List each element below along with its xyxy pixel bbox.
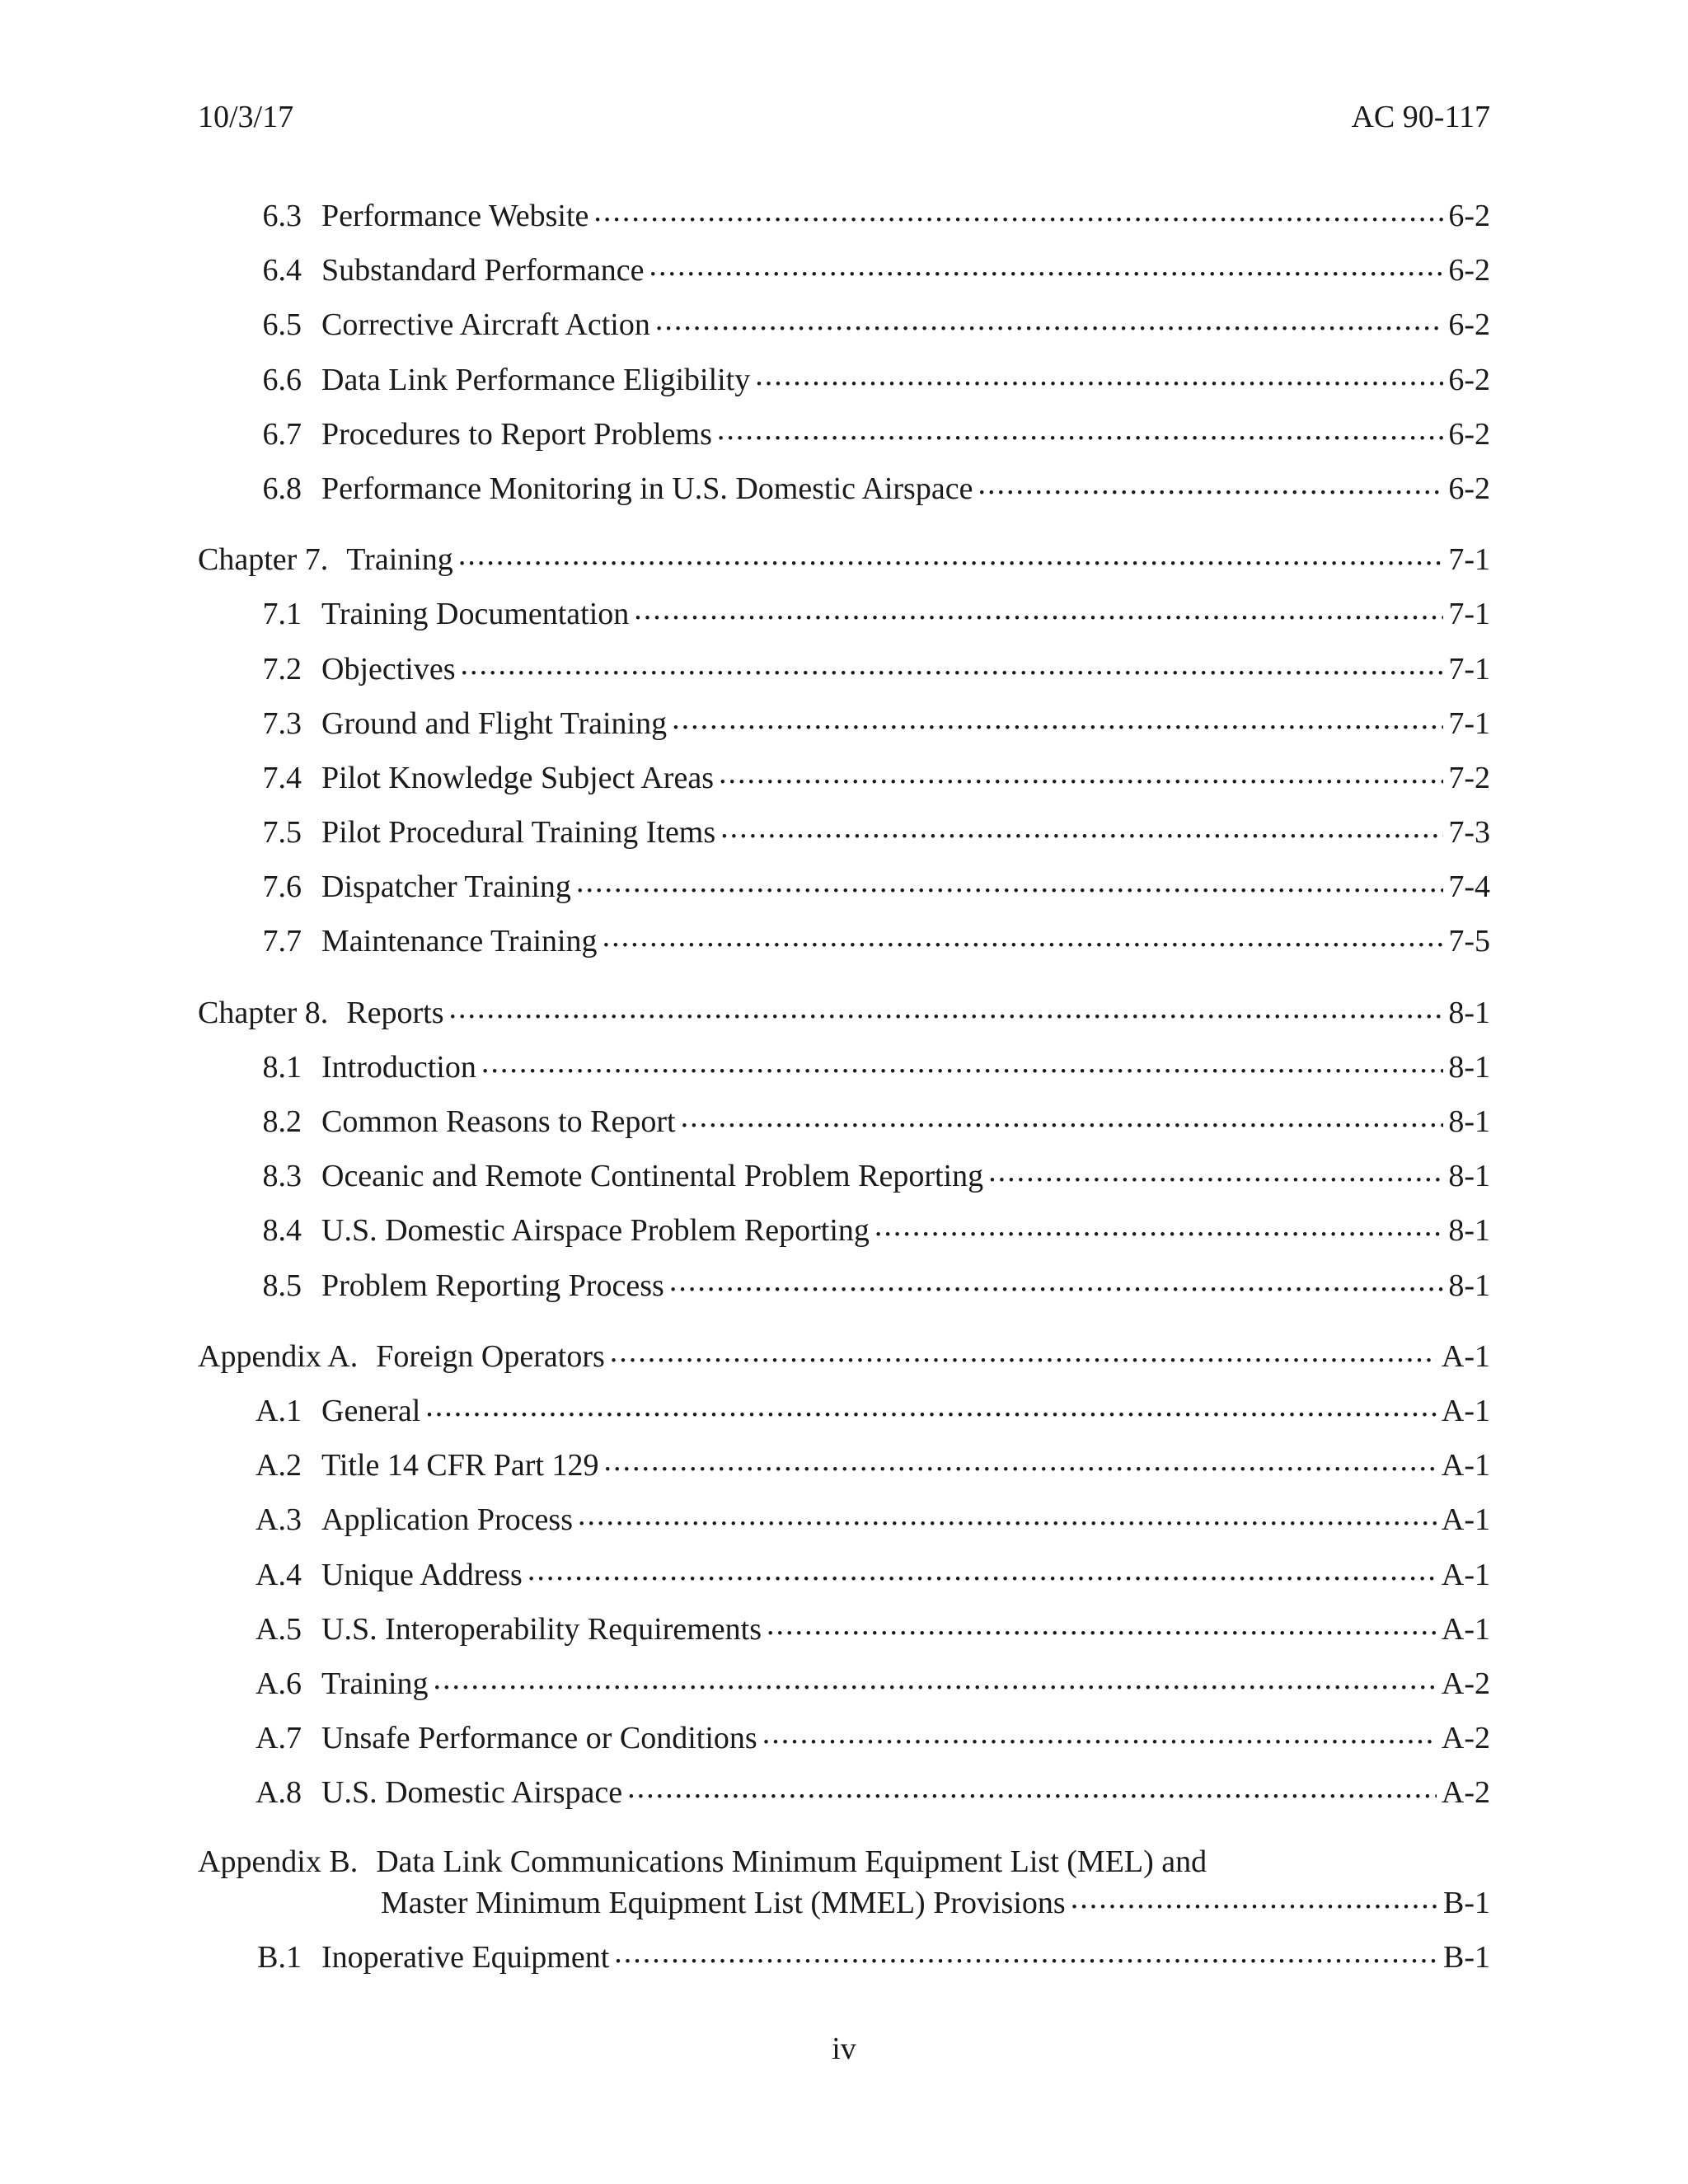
toc-entry-title: Reports <box>346 995 444 1030</box>
toc-entry-number: A.6 <box>256 1666 302 1701</box>
toc-entry-title: Unsafe Performance or Conditions <box>321 1721 757 1756</box>
dot-leader <box>720 811 1443 842</box>
toc-section-entry[interactable] <box>198 865 1490 920</box>
toc-entry-number: 7.1 <box>262 597 302 632</box>
toc-section-entry[interactable] <box>198 249 1490 303</box>
toc-entry-title: Procedures to Report Problems <box>321 416 712 452</box>
toc-entry-title: Dispatcher Training <box>321 869 571 905</box>
toc-entry-page: 8-1 <box>1448 1104 1490 1139</box>
toc-entry-number: 8.1 <box>262 1049 302 1085</box>
toc-section-entry[interactable] <box>198 593 1490 647</box>
toc-entry-page: 6-2 <box>1448 253 1490 288</box>
toc-entry-page: A-1 <box>1441 1338 1490 1374</box>
toc-entry-title: Unique Address <box>321 1557 523 1592</box>
toc-chapter-entry[interactable] <box>198 991 1490 1046</box>
toc-section-entry[interactable] <box>198 1155 1490 1209</box>
toc-section-entry[interactable] <box>198 702 1490 757</box>
toc-entry-title: Foreign Operators <box>376 1338 605 1374</box>
toc-entry-page: 6-2 <box>1448 471 1490 506</box>
toc-entry-number: 7.2 <box>262 651 302 687</box>
toc-entry-page: 6-2 <box>1448 199 1490 233</box>
toc-entry-title: Objectives <box>321 651 456 687</box>
toc-entry-page: 7-1 <box>1448 542 1490 578</box>
toc-entry-number: A.2 <box>256 1448 302 1483</box>
toc-entry-page: B-1 <box>1443 1886 1490 1921</box>
dot-leader <box>481 1046 1443 1077</box>
toc-entry-number: 8.4 <box>262 1213 302 1249</box>
toc-section-entry[interactable] <box>198 920 1490 974</box>
toc-entry-number: A.3 <box>256 1502 302 1538</box>
dot-leader <box>614 1936 1438 1967</box>
toc-entry-number: A.5 <box>256 1611 302 1647</box>
toc-entry-page: A-2 <box>1441 1721 1490 1756</box>
dot-leader <box>717 413 1443 444</box>
toc-entry-page: A-2 <box>1441 1775 1490 1811</box>
page-number: iv <box>832 2032 856 2066</box>
toc-entry-number: 6.6 <box>262 362 302 397</box>
toc-section-entry[interactable] <box>198 467 1490 522</box>
header-document-id: AC 90-117 <box>1351 100 1490 134</box>
page-footer <box>0 2029 1688 2069</box>
toc-list-appendix-b <box>198 1936 1490 1990</box>
dot-leader <box>603 1444 1436 1475</box>
toc-entry-page: 6-2 <box>1448 307 1490 343</box>
toc-entry-title: Application Process <box>321 1502 574 1538</box>
toc-entry-number: A.1 <box>256 1393 302 1428</box>
toc-entry-title: Title 14 CFR Part 129 <box>321 1448 599 1483</box>
dot-leader <box>988 1155 1443 1186</box>
toc-entry-title-line2: Master Minimum Equipment List (MMEL) Provisions <box>381 1886 1066 1921</box>
toc-entry-number: 7.3 <box>262 705 302 741</box>
toc-entry-title: U.S. Interoperability Requirements <box>321 1611 762 1647</box>
toc-entry-page: A-1 <box>1441 1502 1490 1538</box>
toc-entry-number: Chapter 7. <box>198 542 329 578</box>
toc-entry-page: 8-1 <box>1448 1213 1490 1249</box>
toc-section-entry[interactable] <box>198 648 1490 702</box>
toc-entry-number: 7.7 <box>262 924 302 959</box>
toc-entry-number: 7.5 <box>262 815 302 851</box>
toc-entry-page: 8-1 <box>1448 995 1490 1030</box>
toc-section-entry[interactable] <box>198 1264 1490 1319</box>
dot-leader <box>461 648 1444 679</box>
toc-entry-title: Pilot Procedural Training Items <box>321 815 716 851</box>
toc-entry-number: 6.4 <box>262 253 302 288</box>
dot-leader <box>449 991 1444 1023</box>
dot-leader <box>603 920 1444 951</box>
toc-section-entry[interactable] <box>198 1771 1490 1825</box>
toc-chapter-entry[interactable] <box>198 538 1490 593</box>
toc-section-entry[interactable] <box>198 359 1490 413</box>
dot-leader <box>458 538 1444 569</box>
toc-section-entry[interactable] <box>198 1498 1490 1553</box>
toc-entry-page: 7-4 <box>1448 869 1490 905</box>
toc-entry-page: 7-1 <box>1448 705 1490 741</box>
toc-entry-title: Training Documentation <box>321 597 630 632</box>
toc-entry-number: 8.2 <box>262 1104 302 1139</box>
dot-leader <box>978 467 1443 499</box>
dot-leader <box>719 757 1443 788</box>
toc-section-entry[interactable] <box>198 1717 1490 1771</box>
toc-entry-title: Inoperative Equipment <box>321 1940 610 1975</box>
dot-leader <box>649 249 1444 280</box>
dot-leader <box>576 865 1443 897</box>
dot-leader <box>874 1209 1443 1240</box>
toc-section-entry[interactable] <box>198 811 1490 865</box>
dot-leader <box>634 593 1443 624</box>
toc-entry-page: 7-3 <box>1448 815 1490 851</box>
toc-entry-page: B-1 <box>1443 1940 1490 1975</box>
toc-entry-title: Introduction <box>321 1049 476 1085</box>
toc-section-entry[interactable] <box>198 303 1490 358</box>
toc-entry-page: A-1 <box>1441 1448 1490 1483</box>
dot-leader <box>593 194 1443 226</box>
toc-section-entry[interactable] <box>198 1100 1490 1155</box>
toc-entry-page: 8-1 <box>1448 1268 1490 1303</box>
toc-entry-number: A.8 <box>256 1775 302 1811</box>
toc-entry-number: A.7 <box>256 1721 302 1756</box>
toc-entry-number: 6.7 <box>262 416 302 452</box>
dot-leader <box>755 359 1443 390</box>
toc-chapter-entry[interactable] <box>198 1335 1490 1390</box>
toc-section-entry[interactable] <box>198 1390 1490 1444</box>
dot-leader <box>655 303 1443 335</box>
toc-entry-number: Chapter 8. <box>198 995 329 1030</box>
toc-section-entry[interactable] <box>198 757 1490 811</box>
toc-section-entry[interactable] <box>198 1608 1490 1662</box>
toc-section-entry[interactable] <box>198 1662 1490 1717</box>
toc-section-entry[interactable] <box>198 1936 1490 1990</box>
header-date: 10/3/17 <box>198 100 294 134</box>
toc-section-entry[interactable] <box>198 413 1490 467</box>
toc-entry-number: 6.5 <box>262 307 302 343</box>
toc-entry-title: Substandard Performance <box>321 253 645 288</box>
toc-entry-page: 7-1 <box>1448 597 1490 632</box>
dot-leader <box>434 1662 1437 1694</box>
toc-entry-number: 8.5 <box>262 1268 302 1303</box>
toc-entry-number: 6.8 <box>262 471 302 506</box>
toc-section-entry[interactable] <box>198 1554 1490 1608</box>
toc-entry-title: Ground and Flight Training <box>321 705 668 741</box>
toc-entry-page: 8-1 <box>1448 1049 1490 1085</box>
toc-entry-page: A-1 <box>1441 1611 1490 1647</box>
dot-leader <box>425 1390 1437 1421</box>
toc-entry-title: Corrective Aircraft Action <box>321 307 650 343</box>
dot-leader <box>528 1554 1437 1585</box>
toc-entry-title-line1: Data Link Communications Minimum Equipment List (MEL) and <box>376 1844 1207 1880</box>
toc-entry-number: Appendix B. <box>198 1844 359 1880</box>
dot-leader <box>610 1335 1437 1366</box>
toc-section-entry[interactable] <box>198 194 1490 249</box>
toc-entry-title: General <box>321 1393 421 1428</box>
toc-entry-page: 7-1 <box>1448 651 1490 687</box>
toc-entry-page: A-1 <box>1441 1393 1490 1428</box>
dot-leader <box>672 702 1443 733</box>
dot-leader <box>1071 1882 1438 1913</box>
toc-entry-page: A-2 <box>1441 1666 1490 1701</box>
toc-entry-title: Problem Reporting Process <box>321 1268 664 1303</box>
toc-entry-number: 7.6 <box>262 869 302 905</box>
toc-entry-number: Appendix A. <box>198 1338 359 1374</box>
toc-entry-title: Performance Monitoring in U.S. Domestic Airspace <box>321 471 973 506</box>
toc-entry-page: 6-2 <box>1448 362 1490 397</box>
toc-section-entry[interactable] <box>198 1209 1490 1263</box>
toc-list <box>198 194 1490 1825</box>
toc-entry-number: 8.3 <box>262 1159 302 1194</box>
dot-leader <box>681 1100 1444 1132</box>
toc-entry-number: 7.4 <box>262 760 302 795</box>
table-of-contents <box>198 194 1490 1991</box>
toc-entry-title: U.S. Domestic Airspace Problem Reporting <box>321 1213 870 1249</box>
toc-entry-title: Training <box>321 1666 429 1701</box>
toc-section-entry[interactable] <box>198 1046 1490 1100</box>
dot-leader <box>627 1771 1437 1802</box>
toc-entry-appendix-b[interactable] <box>198 1842 1490 1936</box>
toc-entry-page: 7-2 <box>1448 760 1490 795</box>
dot-leader <box>767 1608 1437 1639</box>
dot-leader <box>578 1498 1437 1530</box>
toc-entry-page: A-1 <box>1441 1557 1490 1592</box>
toc-entry-title: Maintenance Training <box>321 924 598 959</box>
toc-entry-number: A.4 <box>256 1557 302 1592</box>
toc-entry-title: Pilot Knowledge Subject Areas <box>321 760 714 795</box>
toc-entry-number: 6.3 <box>262 199 302 233</box>
dot-leader <box>669 1264 1443 1296</box>
toc-entry-title: Performance Website <box>321 199 589 233</box>
toc-entry-number: B.1 <box>257 1940 302 1975</box>
toc-entry-title: Oceanic and Remote Continental Problem Reporting <box>321 1159 984 1194</box>
toc-entry-title: Training <box>346 542 453 578</box>
toc-entry-title: U.S. Domestic Airspace <box>321 1775 623 1811</box>
toc-entry-page: 6-2 <box>1448 416 1490 452</box>
toc-entry-page: 7-5 <box>1448 924 1490 959</box>
toc-section-entry[interactable] <box>198 1444 1490 1498</box>
toc-entry-title: Common Reasons to Report <box>321 1104 676 1139</box>
toc-entry-page: 8-1 <box>1448 1159 1490 1194</box>
toc-entry-title: Data Link Performance Eligibility <box>321 362 751 397</box>
dot-leader <box>762 1717 1437 1748</box>
